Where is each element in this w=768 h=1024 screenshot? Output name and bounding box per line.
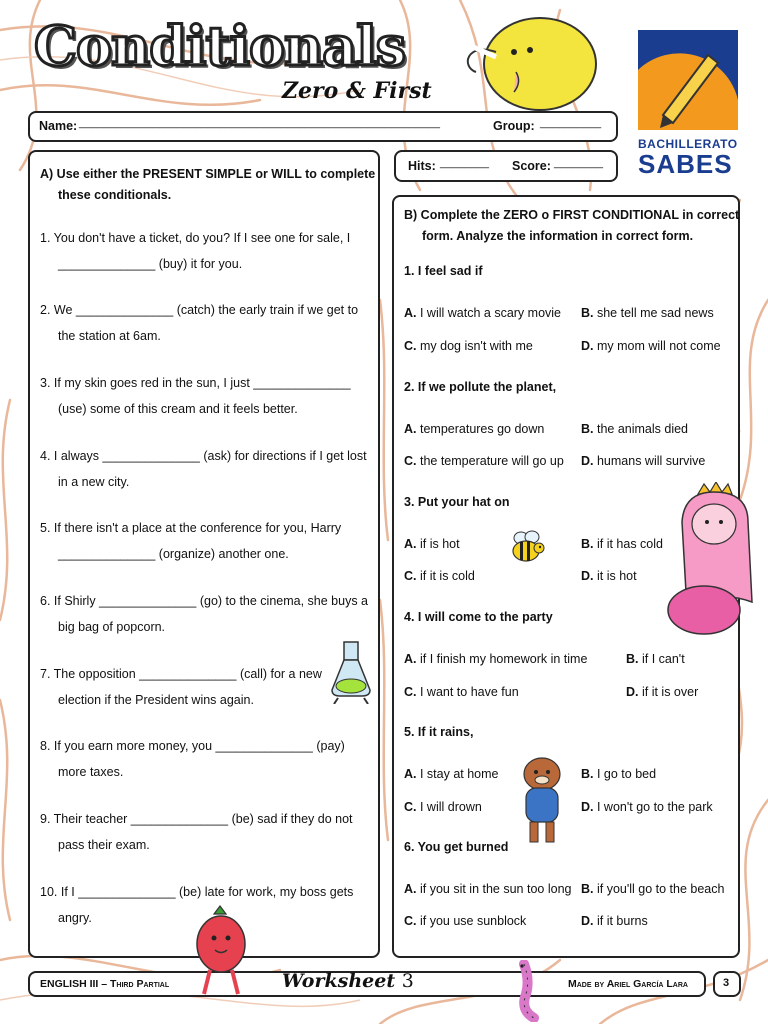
worksheet-subtitle: Zero & First (282, 78, 432, 104)
name-label: Name: (39, 119, 78, 133)
a-item-9-line1: 9. Their teacher ______________ (be) sad if they do not (40, 812, 353, 826)
strawberry-character-illustration (190, 904, 252, 998)
a-item-1-line2: ______________ (buy) it for you. (58, 257, 243, 271)
b-q6-option-d[interactable]: D. if it burns (581, 914, 648, 928)
worksheet-title: Conditionals (34, 14, 406, 78)
a-item-4-line2: in a new city. (58, 475, 130, 489)
a-item-7-line1: 7. The opposition ______________ (call) for a new (40, 667, 322, 681)
a-item-8-line2: more taxes. (58, 765, 124, 779)
b-question-5: 5. If it rains, (404, 725, 474, 739)
b-question-2: 2. If we pollute the planet, (404, 380, 557, 394)
b-q1-option-a[interactable]: A. I will watch a scary movie (404, 306, 561, 320)
score-label: Score: (512, 159, 551, 173)
b-question-6: 6. You get burned (404, 840, 509, 854)
a-item-1-line1: 1. You don't have a ticket, do you? If I see one for sale, I (40, 231, 351, 245)
page-number: 3 (723, 977, 730, 989)
a-item-5-line1: 5. If there isn't a place at the conference for you, Harry (40, 521, 342, 535)
footer-worksheet-word: Worksheet (282, 970, 396, 992)
bee-icon (508, 528, 546, 566)
b-q1-option-d[interactable]: D. my mom will not come (581, 339, 721, 353)
group-blank[interactable]: __________ (540, 117, 602, 129)
b-q4-option-b[interactable]: B. if I can't (626, 652, 685, 666)
flask-icon (328, 640, 374, 704)
name-blank[interactable]: ___________________________________________________________ (79, 117, 440, 129)
a-item-2-line1: 2. We ______________ (catch) the early train if we get to (40, 303, 359, 317)
b-q6-option-b[interactable]: B. if you'll go to the beach (581, 882, 725, 896)
b-q1-option-c[interactable]: C. my dog isn't with me (404, 339, 533, 353)
a-item-8-line1: 8. If you earn more money, you ______________ (pay) (40, 739, 345, 753)
footer-worksheet-title (282, 970, 414, 992)
a-item-10-line2: angry. (58, 911, 92, 925)
a-item-7-line2: election if the President wins again. (58, 693, 254, 707)
section-b-instruction-line1: B) Complete the ZERO o FIRST CONDITIONAL in correct (404, 208, 740, 222)
b-q2-option-a[interactable]: A. temperatures go down (404, 422, 545, 436)
a-item-2-line2: the station at 6am. (58, 329, 161, 343)
a-item-9-line2: pass their exam. (58, 838, 150, 852)
sabes-logo (638, 30, 738, 130)
footer-worksheet-number: 3 (401, 970, 414, 992)
b-q3-option-c[interactable]: C. if it is cold (404, 569, 475, 583)
b-q6-option-c[interactable]: C. if you use sunblock (404, 914, 527, 928)
score-blank[interactable]: ________ (554, 157, 603, 169)
b-q2-option-d[interactable]: D. humans will survive (581, 454, 706, 468)
logo-text-sabes: SABES (638, 149, 733, 179)
princess-character-illustration (664, 482, 764, 636)
footer-course: ENGLISH III – Third Partial (40, 978, 170, 990)
b-q4-option-c[interactable]: C. I want to have fun (404, 685, 519, 699)
section-a-instruction-line2: these conditionals. (58, 188, 172, 202)
b-q4-option-d[interactable]: D. if it is over (626, 685, 699, 699)
logo-text-bachillerato: BACHILLERATO (638, 137, 738, 151)
a-item-5-line2: ______________ (organize) another one. (58, 547, 289, 561)
b-q6-option-a[interactable]: A. if you sit in the sun too long (404, 882, 572, 896)
b-q1-option-b[interactable]: B. she tell me sad news (581, 306, 714, 320)
worm-character-illustration (508, 960, 550, 1022)
hits-blank[interactable]: ________ (440, 157, 489, 169)
hits-label: Hits: (408, 159, 436, 173)
beaver-character-illustration (516, 754, 568, 846)
a-item-6-line1: 6. If Shirly ______________ (go) to the cinema, she buys a (40, 594, 368, 608)
b-q5-option-b[interactable]: B. I go to bed (581, 767, 657, 781)
b-q3-option-b[interactable]: B. if it has cold (581, 537, 663, 551)
footer-author: Made by Ariel García Lara (568, 978, 688, 990)
b-q2-option-b[interactable]: B. the animals died (581, 422, 689, 436)
a-item-6-line2: big bag of popcorn. (58, 620, 166, 634)
a-item-3-line1: 3. If my skin goes red in the sun, I just ______________ (40, 376, 351, 390)
section-b-instruction-line2: form. Analyze the information in correct form. (422, 229, 694, 243)
a-item-3-line2: (use) some of this cream and it feels better. (58, 402, 298, 416)
b-q3-option-a[interactable]: A. if is hot (404, 537, 460, 551)
b-q4-option-a[interactable]: A. if I finish my homework in time (404, 652, 588, 666)
b-q3-option-d[interactable]: D. it is hot (581, 569, 637, 583)
b-q5-option-a[interactable]: A. I stay at home (404, 767, 499, 781)
a-item-4-line1: 4. I always ______________ (ask) for directions if I get lost (40, 449, 367, 463)
b-q2-option-c[interactable]: C. the temperature will go up (404, 454, 564, 468)
b-question-1: 1. I feel sad if (404, 264, 483, 278)
b-q5-option-c[interactable]: C. I will drown (404, 800, 482, 814)
b-question-3: 3. Put your hat on (404, 495, 510, 509)
group-label: Group: (493, 119, 535, 133)
b-q5-option-d[interactable]: D. I won't go to the park (581, 800, 713, 814)
a-item-10-line1: 10. If I ______________ (be) late for work, my boss gets (40, 885, 354, 899)
section-a-instruction-line1: A) Use either the PRESENT SIMPLE or WILL to complete (40, 167, 376, 181)
b-question-4: 4. I will come to the party (404, 610, 553, 624)
elephant-character-illustration (456, 12, 614, 112)
